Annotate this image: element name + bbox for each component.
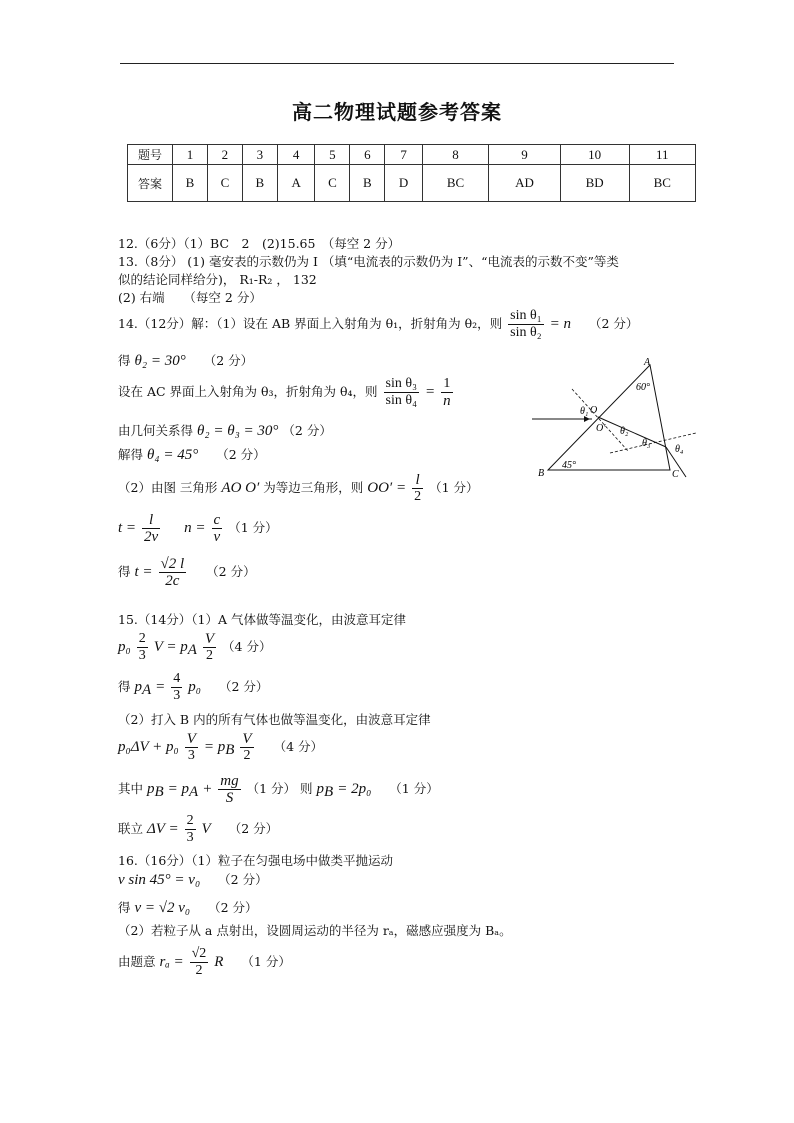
answer-table — [127, 144, 696, 202]
index-fraction — [212, 512, 223, 545]
fraction-denominator: 3 — [187, 748, 195, 763]
fraction-denominator: 2 — [243, 748, 251, 763]
q15-line7 — [118, 813, 278, 846]
q15-l6-a: p — [147, 781, 155, 797]
angle-45-label: 45° — [562, 460, 576, 471]
answer-cell: AD — [489, 165, 561, 202]
answer-cell: C — [207, 165, 242, 202]
q16-l3-pre: 得 — [118, 900, 131, 915]
score: （1 分） — [228, 520, 278, 535]
normal-line-ab — [572, 389, 628, 451]
score: （1 分） — [241, 954, 291, 969]
q13-line2: 似的结论同样给分)， R₁-R₂ ， 132 — [118, 272, 317, 287]
question-number: 4 — [277, 145, 315, 165]
q16-l3-eq: v = √2 v₀ — [134, 900, 191, 916]
score: （4 分） — [222, 639, 272, 654]
answer-cell: BD — [560, 165, 629, 202]
q15-l2-b: V = p — [153, 639, 188, 655]
q14-l5-text: 解得 — [118, 447, 144, 462]
answer-table-answer-row — [128, 165, 696, 202]
v-over-2-fraction — [203, 631, 216, 664]
q14-line2 — [118, 352, 253, 370]
q14-line1 — [118, 308, 638, 341]
score: （4 分） — [273, 739, 324, 754]
theta4-label: θ₄ — [675, 444, 684, 455]
subscript: B — [154, 784, 164, 800]
mg-over-s-fraction — [218, 773, 240, 806]
page-title: 高二物理试题参考答案 — [292, 100, 502, 124]
q15-line3 — [118, 671, 268, 704]
fraction-denominator: n — [443, 393, 451, 409]
fraction-denominator: 2v — [144, 529, 159, 545]
question-number: 6 — [350, 145, 385, 165]
q14-l5-eq: θ₄ = 45° — [147, 447, 199, 463]
q15-l2-a: p₀ — [118, 639, 131, 655]
q14-l8-pre: 得 — [118, 564, 131, 579]
q14-line8 — [118, 556, 256, 589]
score: （2 分） — [216, 447, 266, 462]
q14-l2-pre: 得 — [118, 353, 131, 368]
q14-line4 — [118, 422, 332, 440]
q15-l3-a: p — [134, 679, 142, 695]
question-number: 11 — [629, 145, 695, 165]
q14-l1-text: 14.（12分）解：（1）设在 AB 界面上入射角为 θ₁，折射角为 θ₂，则 — [118, 316, 503, 331]
sin-ratio-fraction — [508, 308, 543, 341]
answer-cell: C — [315, 165, 350, 202]
fraction-denominator: S — [225, 790, 234, 806]
question-number: 8 — [422, 145, 488, 165]
q15-line4: （2）打入 B 内的所有气体也做等温变化，由波意耳定律 — [118, 712, 431, 727]
q15-l7-b: V — [201, 821, 211, 837]
q14-l3-text: 设在 AC 界面上入射角为 θ₃，折射角为 θ₄，则 — [118, 384, 378, 399]
fraction-numerator: 2 — [186, 813, 194, 828]
point-o-prime-label: O′ — [596, 423, 606, 434]
q14-l4-text: 由几何关系得 — [118, 423, 194, 438]
q14-l8-t: t = — [134, 564, 153, 580]
q16-l5-pre: 由题意 — [118, 954, 156, 969]
question-number: 1 — [173, 145, 208, 165]
q14-l1-eq: = n — [549, 316, 571, 332]
q15-l3-eq: = — [155, 679, 166, 695]
q15-l6-d: p — [316, 781, 325, 797]
v-over-2-fraction — [240, 731, 253, 764]
l-over-2-fraction — [412, 472, 423, 505]
subscript: A — [189, 784, 199, 800]
fraction-numerator: 1 — [441, 376, 453, 393]
fraction-denominator: sin θ₄ — [385, 393, 417, 408]
q12-answer: 12.（6分）（1）BC 2 (2)15.65 （每空 2 分） — [118, 236, 401, 251]
score: （2 分） — [203, 353, 254, 368]
vertex-c-label: C — [672, 469, 679, 480]
fraction-numerator: V — [204, 631, 215, 647]
q16-line5 — [118, 946, 291, 979]
fraction-denominator: v — [213, 529, 221, 545]
q15-l6-then: 则 — [300, 781, 313, 796]
fraction-numerator: V — [186, 731, 196, 747]
score: （2 分） — [218, 872, 268, 887]
q14-line3 — [118, 376, 455, 409]
question-number: 3 — [242, 145, 277, 165]
fraction-numerator: c — [213, 512, 221, 528]
answer-cell: B — [242, 165, 277, 202]
q14-l6-text: （2）由图 三角形 — [118, 480, 218, 495]
theta3-label: θ₃ — [642, 438, 651, 449]
q15-l3-b: p₀ — [188, 679, 201, 695]
fraction-denominator: 3 — [138, 648, 146, 663]
fraction-numerator: l — [412, 472, 423, 489]
answer-cell: B — [350, 165, 385, 202]
root2-over-2-fraction — [190, 946, 209, 979]
q16-line2 — [118, 871, 268, 889]
q15-l6-pre: 其中 — [118, 781, 144, 796]
score: （1 分） — [389, 781, 439, 796]
fraction-denominator: 2 — [414, 489, 422, 504]
q16-l5-b: R — [214, 954, 224, 970]
q14-l7-t: t = — [118, 520, 137, 536]
q14-l6-eq: OO′ = — [367, 480, 407, 496]
answer-cell: BC — [629, 165, 695, 202]
q15-l6-e: = 2p₀ — [337, 781, 372, 797]
q15-l3-pre: 得 — [118, 679, 131, 694]
fraction-numerator: √2 l — [160, 556, 185, 572]
angle-60-label: 60° — [636, 382, 650, 393]
two-thirds-fraction — [137, 631, 148, 664]
theta2-label: θ₂ — [620, 426, 629, 437]
q14-line6 — [118, 472, 479, 505]
prism-diagram — [530, 355, 700, 480]
fraction-denominator: 2 — [205, 648, 213, 663]
subscript: A — [187, 642, 197, 658]
fraction-numerator: mg — [220, 773, 239, 789]
q16-line4: （2）若粒子从 a 点射出，设圆周运动的半径为 rₐ，磁感应强度为 Bₐ。 — [118, 923, 512, 938]
q15-l7-pre: 联立 — [118, 821, 144, 836]
fraction-numerator: sin θ₁ — [510, 308, 542, 323]
q14-l7-n: n = — [184, 520, 206, 536]
fraction-denominator: 2 — [195, 963, 203, 978]
answer-cell: BC — [422, 165, 488, 202]
question-number: 2 — [207, 145, 242, 165]
two-thirds-fraction — [185, 813, 196, 846]
score: （2 分） — [588, 316, 639, 331]
theta1-label: θ₁ — [580, 406, 589, 417]
fraction-numerator: 2 — [138, 631, 146, 646]
score: （1 分） — [429, 480, 479, 495]
q13-line1: 13.（8分） (1) 毫安表的示数仍为 I （填“电流表的示数仍为 I”、“电流表的示数不变”等类 — [118, 254, 619, 269]
q15-l5-b: = p — [203, 739, 226, 755]
answer-table-header-row — [128, 145, 696, 165]
score: （2 分） — [218, 679, 269, 694]
score: （2 分） — [208, 900, 258, 915]
time-fraction — [142, 512, 160, 545]
question-number: 5 — [315, 145, 350, 165]
result-fraction — [159, 556, 187, 589]
q15-l6-c: + — [202, 781, 213, 797]
triangle-name: AO O′ — [221, 480, 260, 496]
answer-cell: D — [385, 165, 423, 202]
fraction-numerator: sin θ₃ — [385, 376, 417, 391]
q16-l2-eq: v sin 45° = v₀ — [118, 872, 201, 888]
four-thirds-fraction — [171, 671, 182, 704]
fraction-numerator: 4 — [173, 671, 181, 686]
q15-line6 — [118, 773, 439, 806]
answer-cell: B — [173, 165, 208, 202]
vertex-a-label: A — [644, 357, 651, 368]
q14-l4-eq: θ₂ = θ₃ = 30° — [197, 423, 279, 439]
q16-line1: 16.（16分）（1）粒子在匀强电场中做类平抛运动 — [118, 853, 393, 868]
score: （1 分） — [246, 781, 297, 796]
question-number: 10 — [560, 145, 629, 165]
vertex-b-label: B — [538, 468, 545, 479]
fraction-numerator: √2 — [191, 946, 207, 961]
point-o-label: O — [590, 405, 598, 416]
score: （2 分） — [282, 423, 332, 438]
question-number: 7 — [385, 145, 423, 165]
q13-line3: (2) 右端 （每空 2 分） — [118, 290, 262, 305]
q15-line5 — [118, 731, 323, 764]
q16-line3 — [118, 899, 258, 917]
q14-l3-eq: = — [424, 384, 436, 400]
one-over-n-fraction — [441, 376, 453, 409]
question-number: 9 — [489, 145, 561, 165]
answer-cell: A — [277, 165, 315, 202]
v-over-3-fraction — [185, 731, 198, 764]
score: （2 分） — [228, 821, 279, 836]
prism-triangle — [548, 365, 670, 470]
subscript: B — [324, 784, 334, 800]
q15-line2 — [118, 631, 271, 664]
fraction-numerator: V — [242, 731, 252, 747]
subscript: A — [142, 682, 152, 698]
subscript: B — [225, 742, 235, 758]
fraction-denominator: 2c — [165, 573, 180, 589]
fraction-denominator: 3 — [186, 830, 194, 845]
fraction-denominator: 3 — [173, 688, 181, 703]
fraction-denominator: sin θ₂ — [510, 325, 542, 340]
sin-ratio-fraction — [384, 376, 419, 409]
header-rule — [120, 63, 674, 64]
score: （2 分） — [206, 564, 256, 579]
q15-line1: 15.（14分）（1）A 气体做等温变化，由波意耳定律 — [118, 612, 406, 627]
q14-line7 — [118, 512, 278, 545]
answer-label: 答案 — [128, 165, 173, 202]
question-number-label: 题号 — [128, 145, 173, 165]
fraction-numerator: l — [142, 512, 160, 529]
q15-l7-a: ΔV = — [147, 821, 179, 837]
q15-l5-a: p₀ΔV + p₀ — [118, 739, 179, 755]
q14-line5 — [118, 446, 266, 464]
q16-l5-a: rₐ = — [159, 954, 184, 970]
q15-l6-b: = p — [167, 781, 190, 797]
q14-l2-eq: θ₂ = 30° — [134, 353, 186, 369]
q14-l6-mid: 为等边三角形，则 — [263, 480, 364, 495]
